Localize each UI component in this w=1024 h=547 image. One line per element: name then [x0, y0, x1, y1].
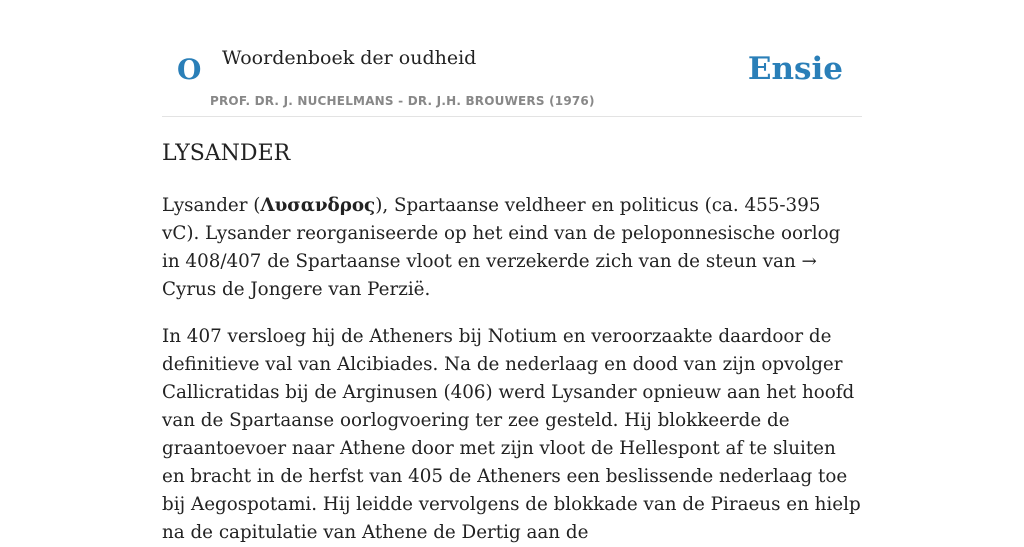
- entry-paragraph-1: [162, 192, 862, 304]
- p1-text-pre: Lysander (: [162, 195, 261, 216]
- brand-logo[interactable]: Ensie: [747, 51, 843, 87]
- letter-index[interactable]: O: [177, 53, 202, 86]
- book-authors: PROF. DR. J. NUCHELMANS - DR. J.H. BROUWERS (1976): [210, 94, 595, 108]
- page-container: [162, 0, 862, 543]
- p1-text-end: van Perzië.: [322, 279, 431, 300]
- book-title[interactable]: Woordenboek der oudheid: [222, 47, 477, 69]
- cross-reference-link[interactable]: → Cyrus de Jongere: [162, 251, 817, 300]
- entry-title: LYSANDER: [162, 141, 291, 166]
- p1-text-post: ), Spartaanse veldheer en politicus (ca. 455-395 vC). Lysander reorganiseerde op het eind van de peloponnesische oorlog in 408/407 de Spartaanse vloot en verzekerde zich van de steun van: [162, 195, 841, 272]
- greek-name: Λυσανδρος: [260, 195, 376, 216]
- header: [162, 0, 862, 117]
- entry-paragraph-2: In 407 versloeg hij de Atheners bij Notium en veroorzaakte daardoor de definitieve val van Alcibiades. Na de nederlaag en dood van zijn opvolger Callicratidas bij de Arginusen (406) werd Lysander opnieuw aan het hoofd van de Spartaanse oorlogvoering ter zee gesteld. Hij blokkeerde de graantoevoer naar Athene door met zijn vloot de Hellespont af te sluiten en bracht in de herfst van 405 de Atheners een beslissende nederlaag toe bij Aegospotami. Hij leidde vervolgens de blokkade van de Piraeus en hielp na de capitulatie van Athene de Dertig aan de: [162, 326, 861, 543]
